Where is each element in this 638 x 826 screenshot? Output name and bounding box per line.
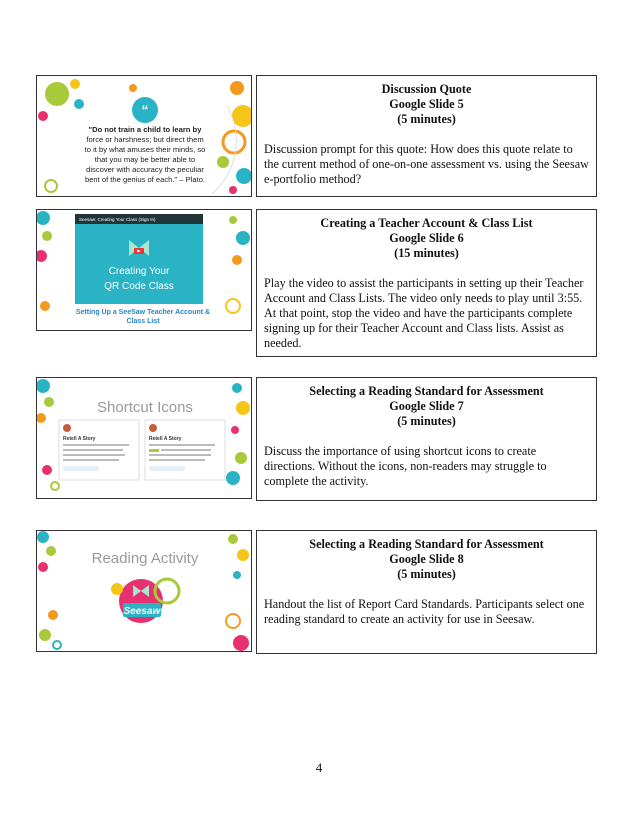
card-title: Selecting a Reading Standard for Assessment: [309, 537, 544, 551]
quote-line-2: force or harshness; but direct them: [86, 135, 204, 144]
card-slide-ref: Google Slide 8: [389, 552, 464, 566]
card-body: Play the video to assist the participants in setting up their Teacher Account and Class Lists. The video only needs to play until 3:55. At that point, stop the video and have the participants complete signing up for their Teacher Account and Class lists. Assist as needed.: [264, 276, 584, 350]
logo-text: Seesaw: [123, 606, 161, 617]
card-body: Discuss the importance of using shortcut icons to create directions. Without the icons, non-readers may struggle to complete the activity.: [264, 444, 547, 488]
card-duration: (15 minutes): [394, 246, 459, 260]
card-body: Handout the list of Report Card Standards. Participants select one reading standard to create an activity for use in Seesaw.: [264, 597, 585, 626]
notes-box: [256, 530, 597, 654]
video-title: Seesaw: Creating Your Class (Sign In): [79, 217, 156, 222]
card-duration: (5 minutes): [397, 414, 456, 428]
panel-title-left: Retell A Story: [63, 436, 96, 442]
slide-thumbnail-8: [36, 530, 252, 652]
card-title: Creating a Teacher Account & Class List: [320, 216, 533, 230]
card-duration: (5 minutes): [397, 567, 456, 581]
quote-line-4: that you may be better able to: [94, 155, 196, 164]
slide-heading: Reading Activity: [91, 550, 199, 567]
quote-line-5: discover with accuracy the peculiar: [86, 165, 204, 174]
video-caption-2: Class List: [126, 318, 160, 325]
svg-text:“: “: [141, 102, 149, 118]
card-slide-ref: Google Slide 7: [389, 399, 464, 413]
video-text-2: QR Code Class: [104, 281, 174, 292]
page-number: 4: [315, 760, 323, 775]
notes-box: [256, 75, 597, 197]
card-title: Selecting a Reading Standard for Assessment: [309, 384, 544, 398]
instructions-panel-left: [59, 420, 139, 480]
card-slide-ref: Google Slide 6: [389, 231, 464, 245]
notes-box: [256, 209, 597, 357]
quote-line-3: to it by what amuses their minds, so: [84, 145, 206, 154]
card-body: Discussion prompt for this quote: How does this quote relate to the current method of one-on-one assessment vs. using the Seesaw e-portfolio method?: [264, 142, 589, 186]
video-text-1: Creating Your: [108, 266, 170, 277]
video-caption-1: Setting Up a SeeSaw Teacher Account &: [75, 309, 211, 316]
instructions-panel-right: [145, 420, 225, 480]
slide-thumbnail-6: [36, 209, 252, 331]
slide-heading: Shortcut Icons: [97, 399, 193, 416]
quote-line-6: bent of the genius of each." – Plato.: [84, 175, 206, 184]
card-slide-ref: Google Slide 5: [389, 97, 464, 111]
slide-thumbnail-5: [36, 75, 252, 197]
slide-thumbnail-7: [36, 377, 252, 499]
card-duration: (5 minutes): [397, 112, 456, 126]
notes-box: [256, 377, 597, 501]
card-title: Discussion Quote: [381, 82, 472, 96]
panel-title-right: Retell A Story: [149, 436, 182, 442]
quote-line-1: "Do not train a child to learn by: [88, 125, 202, 134]
